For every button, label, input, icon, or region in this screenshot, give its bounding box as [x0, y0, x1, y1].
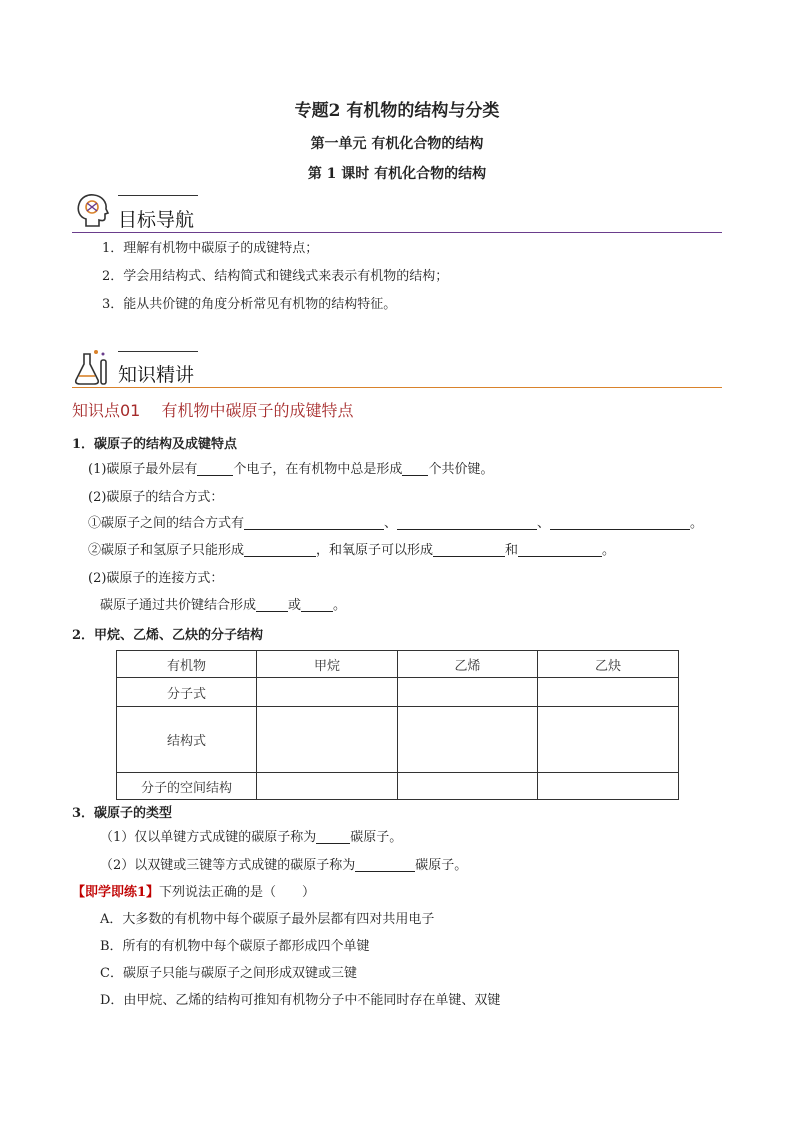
- section2-heading: 2．甲烷、乙烯、乙炔的分子结构: [72, 628, 264, 643]
- fill-blank: [244, 542, 316, 557]
- table-header-cell: 有机物: [117, 651, 257, 678]
- section3-heading: 3．碳原子的类型: [72, 806, 173, 821]
- brain-icon: [72, 190, 112, 230]
- s3-line2: （2）以双键或三键等方式成键的碳原子称为 碳原子。: [100, 858, 468, 873]
- answer-cell: [398, 678, 538, 707]
- answer-cell: [257, 707, 398, 773]
- knowledge-section-title: 知识精讲: [118, 364, 195, 386]
- option-b: B．所有的有机物中每个碳原子都形成四个单键: [100, 939, 370, 954]
- table-header-row: [117, 651, 679, 678]
- doc-title: 专题2 有机物的结构与分类: [294, 101, 500, 121]
- answer-cell: [538, 773, 679, 800]
- practice-tag: 【即学即练1】: [72, 885, 160, 900]
- knowledge-title-overline: [118, 351, 198, 352]
- lesson-title: 第 1 课时 有机化合物的结构: [307, 166, 487, 182]
- unit-title: 第一单元 有机化合物的结构: [310, 136, 484, 152]
- knowledge-point-title: 知识点01 有机物中碳原子的成键特点: [72, 401, 354, 420]
- knowledge-divider: [72, 387, 722, 388]
- fill-blank: [402, 461, 428, 476]
- row-label: 分子式: [117, 678, 257, 707]
- practice-question: 【即学即练1】下列说法正确的是（ ）: [72, 885, 316, 900]
- table-header-cell: 甲烷: [257, 651, 398, 678]
- fill-blank: [518, 542, 602, 557]
- table-row: [117, 707, 679, 773]
- s1-line1: (1)碳原子最外层有 个电子，在有机物中总是形成 个共价键。: [88, 462, 494, 477]
- goal-divider: [72, 232, 722, 233]
- s3-line1: （1）仅以单键方式成键的碳原子称为 碳原子。: [100, 830, 403, 845]
- option-a: A．大多数的有机物中每个碳原子最外层都有四对共用电子: [100, 912, 435, 927]
- goal-item-1: 1．理解有机物中碳原子的成键特点；: [102, 241, 319, 256]
- s1-line3: ①碳原子之间的结合方式有 、 、 。: [88, 516, 704, 531]
- s1-line6: 碳原子通过共价键结合形成 或 。: [100, 598, 347, 613]
- option-c: C．碳原子只能与碳原子之间形成双键或三键: [100, 966, 357, 981]
- s1-line5: (2)碳原子的连接方式：: [88, 571, 224, 586]
- lab-flask-icon: [72, 346, 112, 386]
- answer-cell: [398, 707, 538, 773]
- answer-cell: [538, 707, 679, 773]
- goal-item-3: 3．能从共价键的角度分析常见有机物的结构特征。: [102, 297, 397, 312]
- answer-cell: [257, 678, 398, 707]
- fill-blank: [256, 597, 288, 612]
- option-d: D．由甲烷、乙烯的结构可推知有机物分子中不能同时存在单键、双键: [100, 993, 501, 1008]
- s1-line4: ②碳原子和氢原子只能形成 ，和氧原子可以形成 和 。: [88, 543, 616, 558]
- goal-item-2: 2．学会用结构式、结构简式和键线式来表示有机物的结构；: [102, 269, 449, 284]
- answer-cell: [398, 773, 538, 800]
- row-label: 分子的空间结构: [117, 773, 257, 800]
- goal-title-overline: [118, 195, 198, 196]
- fill-blank: [301, 597, 333, 612]
- fill-blank: [397, 515, 537, 530]
- answer-cell: [257, 773, 398, 800]
- table-row: [117, 773, 679, 800]
- fill-blank: [550, 515, 690, 530]
- goal-section-title: 目标导航: [118, 209, 195, 231]
- fill-blank: [316, 829, 350, 844]
- table-row: [117, 678, 679, 707]
- s1-line2: (2)碳原子的结合方式：: [88, 490, 224, 505]
- fill-blank: [244, 515, 384, 530]
- section1-heading: 1．碳原子的结构及成键特点: [72, 437, 238, 452]
- answer-cell: [538, 678, 679, 707]
- table-header-cell: 乙炔: [538, 651, 679, 678]
- fill-blank: [197, 461, 233, 476]
- molecule-structure-table: [116, 650, 679, 800]
- table-header-cell: 乙烯: [398, 651, 538, 678]
- fill-blank: [355, 857, 415, 872]
- fill-blank: [433, 542, 505, 557]
- row-label: 结构式: [117, 707, 257, 773]
